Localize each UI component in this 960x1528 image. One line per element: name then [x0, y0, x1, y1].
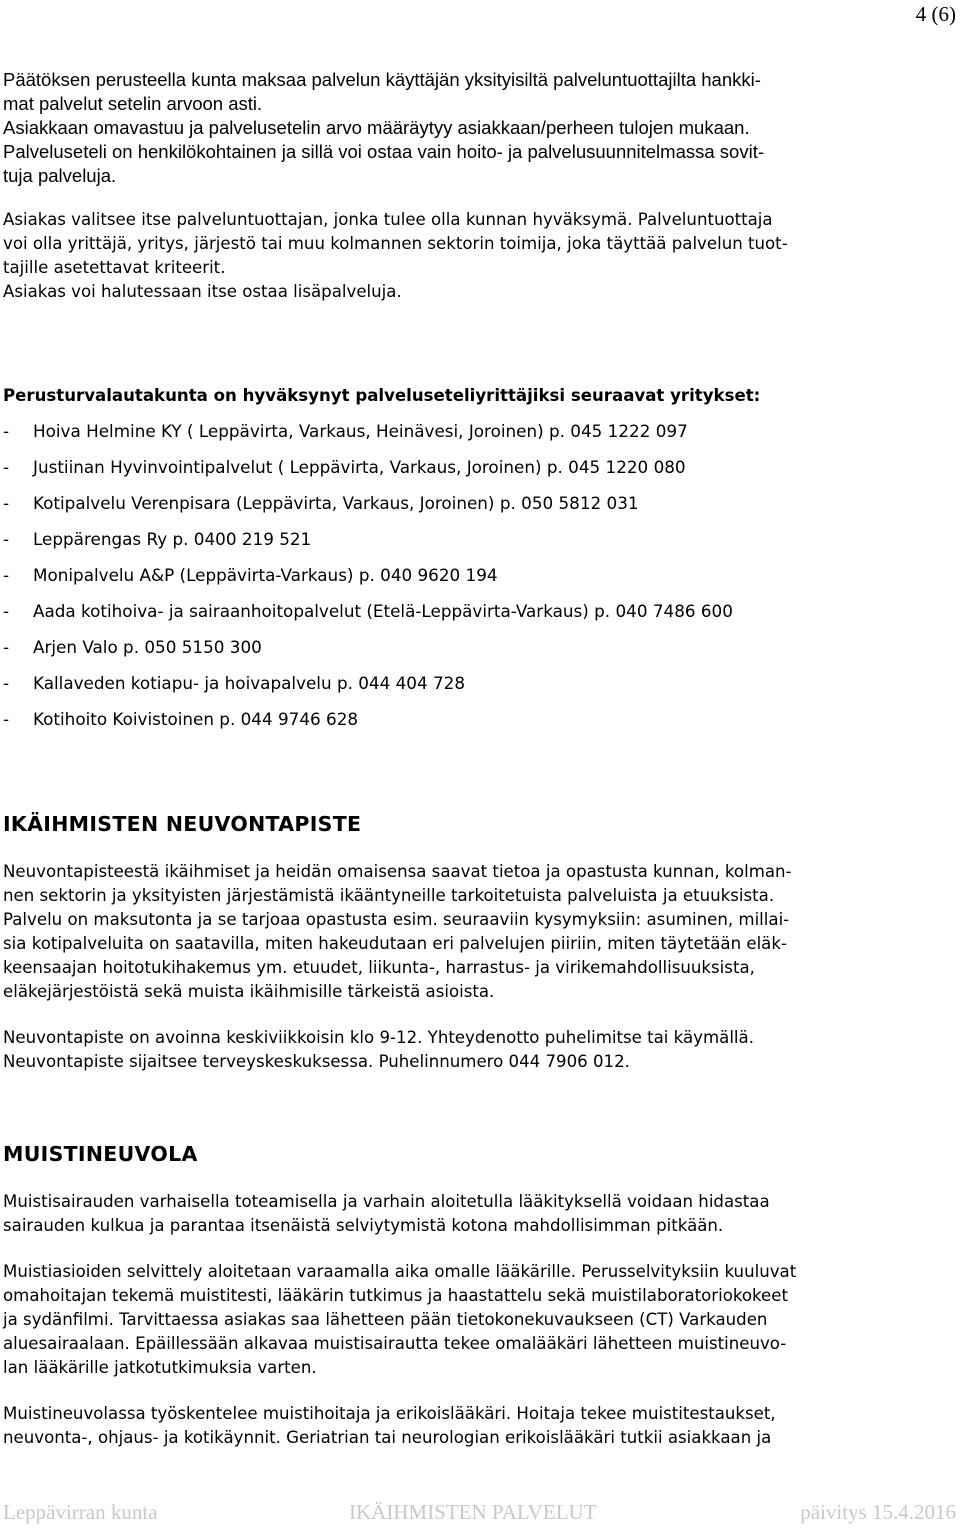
footer-organization: Leppävirran kunta [3, 1500, 158, 1524]
list-dash: - [3, 493, 10, 513]
provider-entry: Kotihoito Koivistoinen p. 044 9746 628 [33, 709, 359, 729]
section-heading-muistineuvola: MUISTINEUVOLA [3, 1142, 198, 1166]
intro-line: Asiakkaan omavastuu ja palvelusetelin arvo määräytyy asiakkaan/perheen tulojen mukaan. [3, 117, 750, 138]
list-dash: - [3, 457, 10, 477]
list-dash: - [3, 601, 10, 621]
paragraph-line: aluesairaalaan. Epäillessään alkavaa muistisairautta tekee omalääkäri lähetteen muistineuvo- [3, 1334, 787, 1353]
provider-line: tajille asetettavat kriteerit. [3, 258, 226, 277]
provider-entry: Leppärengas Ry p. 0400 219 521 [33, 529, 312, 549]
intro-line: Päätöksen perusteella kunta maksaa palvelun käyttäjän yksityisiltä palveluntuottajilta hankki- [3, 69, 761, 90]
paragraph-line: ja sydänfilmi. Tarvittaessa asiakas saa lähetteen pään tietokonekuvaukseen (CT) Varkauden [3, 1310, 768, 1329]
intro-paragraph [3, 68, 953, 188]
provider-entry: Monipalvelu A&P (Leppävirta-Varkaus) p. 040 9620 194 [33, 565, 498, 585]
section-heading-neuvontapiste: IKÄIHMISTEN NEUVONTAPISTE [3, 812, 362, 836]
neuvontapiste-paragraph-1 [3, 860, 953, 1004]
list-item [3, 561, 733, 597]
paragraph-line: Neuvontapiste sijaitsee terveyskeskuksessa. Puhelinnumero 044 7906 012. [3, 1052, 630, 1071]
list-item [3, 417, 733, 453]
list-item [3, 597, 733, 633]
paragraph-line: sia kotipalveluita on saatavilla, miten hakeudutaan eri palvelujen piiriin, miten täytetään eläk- [3, 934, 787, 953]
provider-line: Asiakas voi halutessaan itse ostaa lisäpalveluja. [3, 282, 402, 301]
list-dash: - [3, 709, 10, 729]
list-dash: - [3, 529, 10, 549]
footer-updated-date: päivitys 15.4.2016 [800, 1500, 956, 1524]
muistineuvola-paragraph-3 [3, 1402, 953, 1450]
provider-entry: Aada kotihoiva- ja sairaanhoitopalvelut (Etelä-Leppävirta-Varkaus) p. 040 7486 600 [33, 601, 733, 621]
paragraph-line: omahoitajan tekemä muistitesti, lääkärin tutkimus ja haastattelu sekä muistilaboratoriokokeet [3, 1286, 788, 1305]
list-item [3, 633, 733, 669]
neuvontapiste-paragraph-2 [3, 1026, 953, 1074]
list-item [3, 669, 733, 705]
paragraph-line: eläkejärjestöistä sekä muista ikäihmisille tärkeistä asioista. [3, 982, 495, 1001]
paragraph-line: Palvelu on maksutonta ja se tarjoaa opastusta esim. seuraaviin kysymyksiin: asuminen, millai- [3, 910, 790, 929]
provider-entry: Arjen Valo p. 050 5150 300 [33, 637, 262, 657]
provider-line: voi olla yrittäjä, yritys, järjestö tai muu kolmannen sektorin toimija, joka täyttää palvelun tuot- [3, 234, 788, 253]
paragraph-line: nen sektorin ja yksityisten järjestämistä ikääntyneille tarkoitetuista palveluista ja etuuksista. [3, 886, 775, 905]
list-item [3, 453, 733, 489]
list-dash: - [3, 637, 10, 657]
paragraph-line: Muistisairauden varhaisella toteamisella ja varhain aloitetulla lääkityksellä voidaan hidastaa [3, 1192, 770, 1211]
list-item [3, 705, 733, 741]
provider-list [3, 417, 733, 741]
paragraph-line: Muistiasioiden selvittely aloitetaan varaamalla aika omalle lääkärille. Perusselvityksiin kuuluvat [3, 1262, 797, 1281]
intro-line: Palveluseteli on henkilökohtainen ja sillä voi ostaa vain hoito- ja palvelusuunnitelmassa sovit- [3, 141, 764, 162]
paragraph-line: lan lääkärille jatkotutkimuksia varten. [3, 1358, 317, 1377]
provider-line: Asiakas valitsee itse palveluntuottajan, jonka tulee olla kunnan hyväksymä. Palveluntuottaja [3, 210, 773, 229]
list-item [3, 525, 733, 561]
footer-department: IKÄIHMISTEN PALVELUT [349, 1500, 597, 1524]
paragraph-line: sairauden kulkua ja parantaa itsenäistä selviytymistä kotona mahdollisimman pitkään. [3, 1216, 724, 1235]
provider-entry: Kallaveden kotiapu- ja hoivapalvelu p. 044 404 728 [33, 673, 466, 693]
muistineuvola-paragraph-1 [3, 1190, 953, 1238]
paragraph-line: Neuvontapiste on avoinna keskiviikkoisin klo 9-12. Yhteydenotto puhelimitse tai käymällä. [3, 1028, 754, 1047]
list-dash: - [3, 673, 10, 693]
paragraph-line: Neuvontapisteestä ikäihmiset ja heidän omaisensa saavat tietoa ja opastusta kunnan, kolman- [3, 862, 792, 881]
intro-line: mat palvelut setelin arvoon asti. [3, 93, 263, 114]
intro-line: tuja palveluja. [3, 165, 117, 186]
paragraph-line: keensaajan hoitotukihakemus ym. etuudet, liikunta-, harrastus- ja virikemahdollisuuksista, [3, 958, 755, 977]
provider-entry: Hoiva Helmine KY ( Leppävirta, Varkaus, Heinävesi, Joroinen) p. 045 1222 097 [33, 421, 688, 441]
provider-entry: Justiinan Hyvinvointipalvelut ( Leppävirta, Varkaus, Joroinen) p. 045 1220 080 [33, 457, 686, 477]
list-dash: - [3, 565, 10, 585]
list-dash: - [3, 421, 10, 441]
provider-entry: Kotipalvelu Verenpisara (Leppävirta, Varkaus, Joroinen) p. 050 5812 031 [33, 493, 639, 513]
paragraph-line: Muistineuvolassa työskentelee muistihoitaja ja erikoislääkäri. Hoitaja tekee muistitestaukset, [3, 1404, 776, 1423]
muistineuvola-paragraph-2 [3, 1260, 953, 1380]
page-number: 4 (6) [915, 2, 956, 26]
provider-paragraph [3, 208, 953, 304]
list-item [3, 489, 733, 525]
paragraph-line: neuvonta-, ohjaus- ja kotikäynnit. Geriatrian tai neurologian erikoislääkäri tutkii asiakkaan ja [3, 1428, 772, 1447]
approved-providers-heading: Perusturvalautakunta on hyväksynyt palveluseteliyrittäjiksi seuraavat yritykset: [3, 386, 761, 405]
